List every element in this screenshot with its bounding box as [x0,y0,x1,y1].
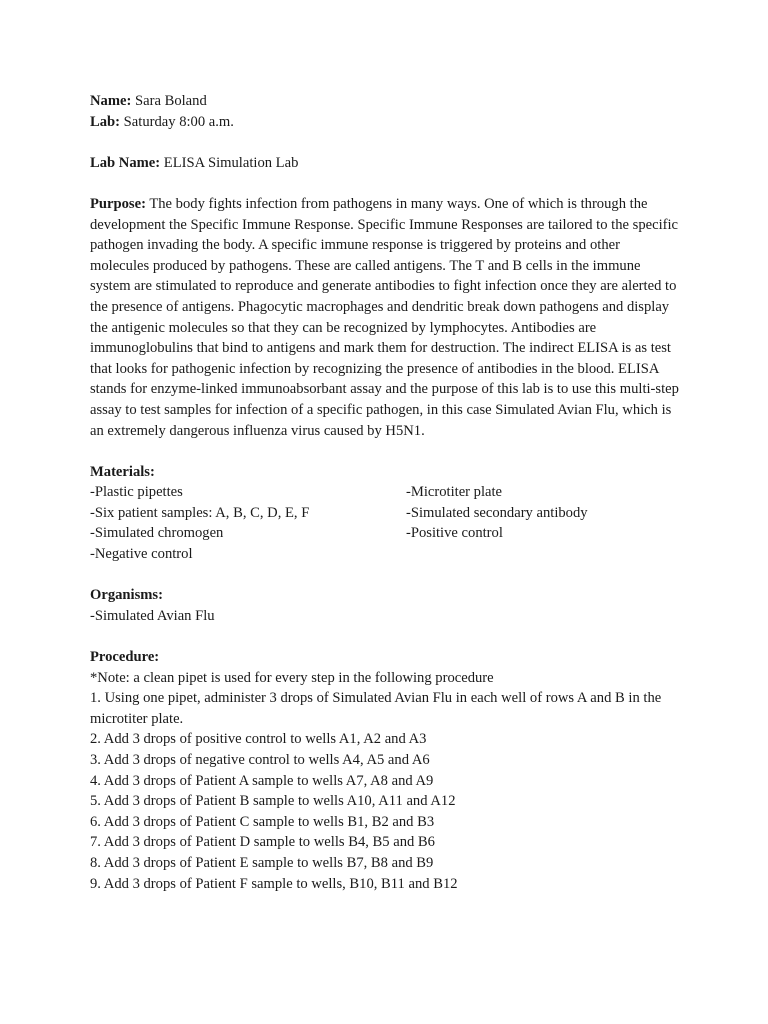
procedure-step: 4. Add 3 drops of Patient A sample to wells A7, A8 and A9 [90,772,434,789]
spacer [90,565,680,586]
organisms-heading: Organisms: [90,587,163,604]
name-label: Name: [90,93,132,109]
document-page [90,91,680,894]
material-item: -Simulated chromogen [90,525,224,542]
procedure-step: 3. Add 3 drops of negative control to wells A4, A5 and A6 [90,752,430,768]
procedure-step: 1. Using one pipet, administer 3 drops of Simulated Avian Flu in each well of rows A and B in the microtiter plate. [90,690,662,727]
lab-name-value: ELISA Simulation Lab [163,154,299,171]
lab-name-line [90,153,680,174]
material-item: -Negative control [90,546,193,563]
name-line [90,91,680,112]
procedure-step: 9. Add 3 drops of Patient F sample to wells, B10, B11 and B12 [90,875,458,892]
lab-value: Saturday 8:00 a.m. [123,113,234,130]
procedure-step: 2. Add 3 drops of positive control to wells A1, A2 and A3 [90,731,427,748]
purpose-label: Purpose: [90,195,146,212]
procedure-step: 8. Add 3 drops of Patient E sample to wells B7, B8 and B9 [90,854,434,871]
procedure-note: *Note: a clean pipet is used for every step in the following procedure [90,669,494,686]
material-item: -Positive control [406,525,503,542]
lab-line [90,112,680,133]
procedure-step: 5. Add 3 drops of Patient B sample to wells A10, A11 and A12 [90,793,456,810]
materials-heading: Materials: [90,463,155,480]
spacer [90,626,680,647]
material-item: -Six patient samples: A, B, C, D, E, F [90,504,310,521]
purpose-text: The body fights infection from pathogens in many ways. One of which is through the development the Specific Immune Response. Specific Immune Responses are tailored to the specific pathogen invading the body. A specific immune response is triggered by proteins and other molecules produced by pathogens. These are called antigens. The T and B cells in the immune system are stimulated to reproduce and generate antibodies to fight infection once they are alerted to the presence of antigens. Phagocytic macrophages and dendritic break down pathogens and display the antigenic molecules so that they can be recognized by lymphocytes. Antibodies are immunoglobulins that bind to antigens and mark them for destruction. The indirect ELISA is as test that looks for pathogenic infection by recognizing the presence of antibodies in the blood. ELISA stands for enzyme-linked immunoabsorbant assay and the purpose of this lab is to use this multi-step assay to test samples for infection of a specific pathogen, in this case Simulated Avian Flu, which is an extremely dangerous influenza virus caused by H5N1. [90,195,679,439]
spacer [90,441,680,462]
purpose-paragraph [90,194,680,441]
material-item: -Plastic pipettes [90,484,183,501]
materials-left-column [90,482,406,564]
materials-right-column [406,482,680,564]
spacer [90,132,680,153]
material-item: -Simulated secondary antibody [406,504,588,521]
organism-item: -Simulated Avian Flu [90,607,215,624]
procedure-step: 7. Add 3 drops of Patient D sample to wells B4, B5 and B6 [90,834,435,851]
spacer [90,173,680,194]
name-value: Sara Boland [135,93,207,109]
materials-list [90,482,680,564]
procedure-heading: Procedure: [90,649,160,666]
material-item: -Microtiter plate [406,484,503,501]
lab-label: Lab: [90,113,121,130]
procedure-step: 6. Add 3 drops of Patient C sample to wells B1, B2 and B3 [90,813,435,830]
lab-name-label: Lab Name: [90,154,161,171]
